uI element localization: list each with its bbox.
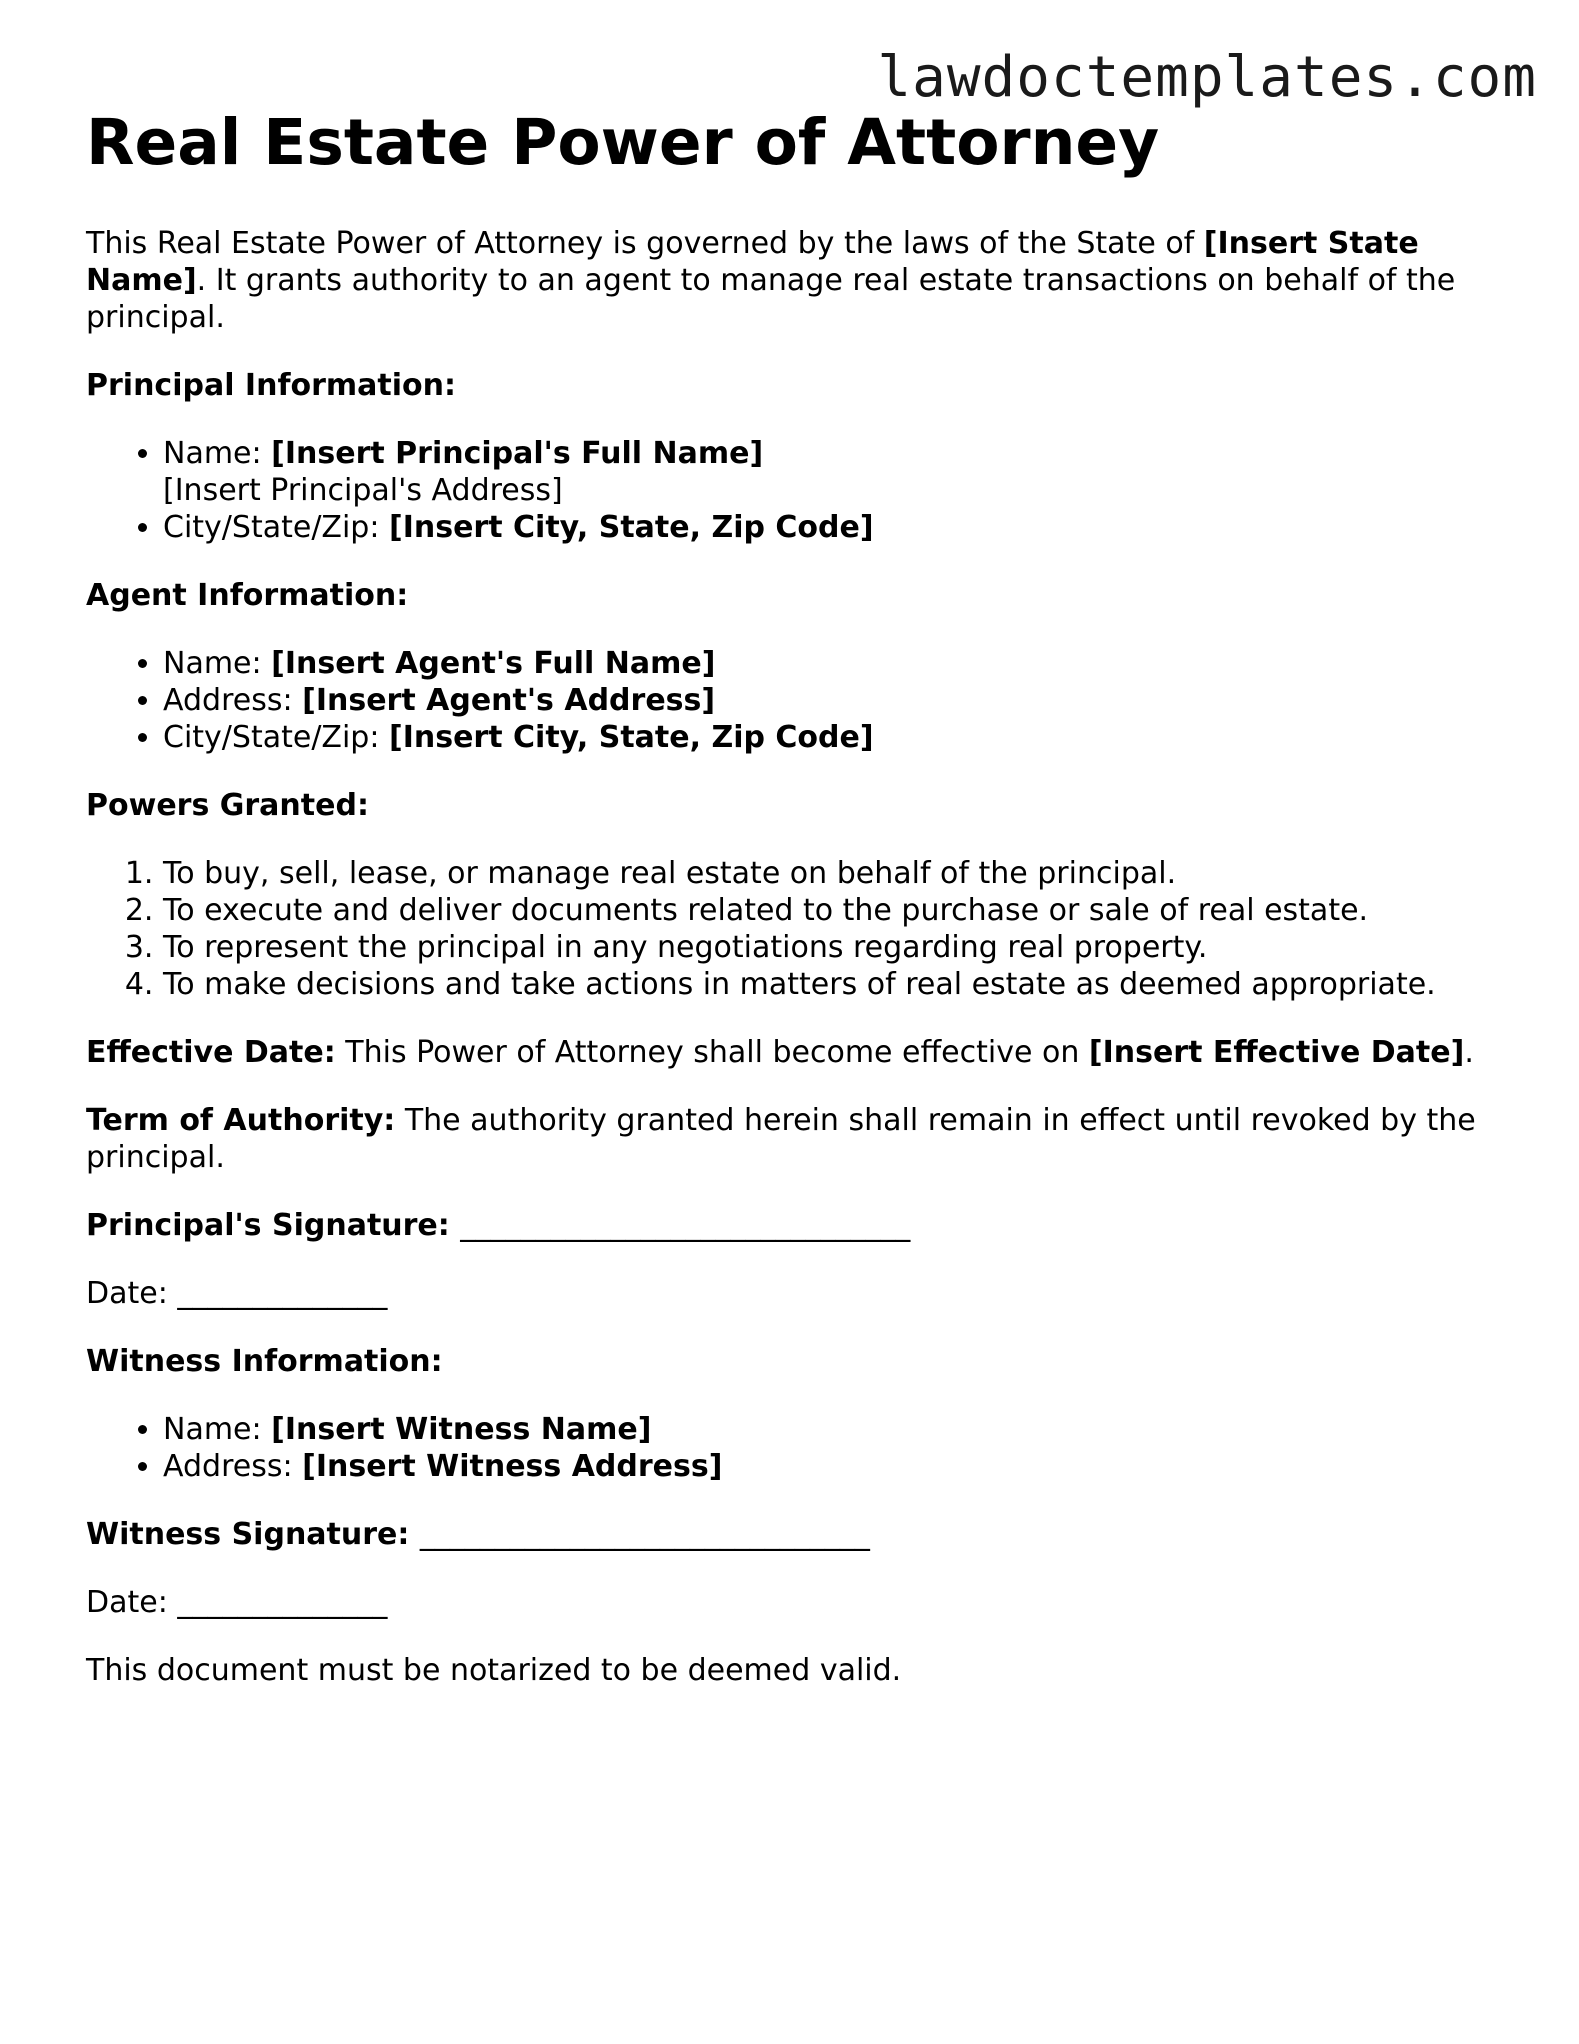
agent-address-item: [163, 682, 1486, 719]
agent-city-item: [163, 719, 1486, 756]
powers-granted-list: [86, 855, 1486, 1003]
power-item: 2. To execute and deliver documents related to the purchase or sale of real estate.: [163, 892, 1486, 929]
principal-date-line: [86, 1275, 1486, 1312]
witness-name-placeholder: [Insert Witness Name]: [271, 1411, 652, 1447]
effective-date-paragraph: [86, 1034, 1486, 1071]
principal-date-blank: ______________: [177, 1275, 388, 1311]
principal-name-placeholder: [Insert Principal's Full Name]: [271, 435, 764, 471]
principal-address-placeholder: [Insert Principal's Address]: [163, 472, 563, 508]
principal-info-heading: Principal Information:: [86, 367, 457, 403]
agent-city-label: City/State/Zip:: [163, 719, 389, 755]
intro-text-before: This Real Estate Power of Attorney is governed by the laws of the State of: [86, 225, 1204, 261]
principal-signature-label: Principal's Signature:: [86, 1207, 461, 1243]
principal-signature-blank: ______________________________: [460, 1207, 911, 1243]
agent-city-placeholder: [Insert City, State, Zip Code]: [389, 719, 874, 755]
witness-address-label: Address:: [163, 1448, 303, 1484]
principal-date-label: Date:: [86, 1275, 178, 1311]
agent-name-item: [163, 645, 1486, 682]
principal-info-list: [86, 435, 1486, 546]
principal-signature-line: [86, 1207, 1486, 1244]
notary-note: This document must be notarized to be deemed valid.: [86, 1652, 902, 1688]
principal-name-label: Name:: [163, 435, 272, 471]
document-title: Real Estate Power of Attorney: [86, 106, 1160, 179]
power-item: 3. To represent the principal in any negotiations regarding real property.: [163, 929, 1486, 966]
effective-date-placeholder: [Insert Effective Date]: [1088, 1034, 1465, 1070]
principal-city-placeholder: [Insert City, State, Zip Code]: [389, 509, 874, 545]
power-item: 1. To buy, sell, lease, or manage real estate on behalf of the principal.: [163, 855, 1486, 892]
witness-signature-line: [86, 1516, 1486, 1553]
witness-address-placeholder: [Insert Witness Address]: [302, 1448, 723, 1484]
agent-name-label: Name:: [163, 645, 272, 681]
effective-date-text: This Power of Attorney shall become effective on: [335, 1034, 1089, 1070]
effective-date-label: Effective Date:: [86, 1034, 336, 1070]
term-of-authority-paragraph: [86, 1102, 1486, 1176]
agent-address-label: Address:: [163, 682, 303, 718]
agent-address-placeholder: [Insert Agent's Address]: [302, 682, 716, 718]
effective-date-end: .: [1464, 1034, 1474, 1070]
principal-city-label: City/State/Zip:: [163, 509, 389, 545]
witness-signature-label: Witness Signature:: [86, 1516, 420, 1552]
powers-granted-heading: Powers Granted:: [86, 787, 369, 823]
witness-date-line: [86, 1584, 1486, 1621]
witness-info-list: [86, 1411, 1486, 1485]
power-item: 4. To make decisions and take actions in matters of real estate as deemed appropriate.: [163, 966, 1486, 1003]
term-of-authority-text: The authority granted herein shall remain in effect until revoked by the principal.: [86, 1102, 1476, 1175]
intro-paragraph: [86, 225, 1486, 336]
agent-info-heading: Agent Information:: [86, 577, 409, 613]
principal-name-item: [163, 435, 1486, 509]
watermark-logo: lawdoctemplates.com: [877, 45, 1537, 110]
witness-date-blank: ______________: [177, 1584, 388, 1620]
intro-text-after: . It grants authority to an agent to manage real estate transactions on behalf of the principal.: [86, 262, 1456, 335]
state-name-placeholder: [Insert State Name]: [86, 225, 1419, 298]
witness-name-label: Name:: [163, 1411, 272, 1447]
term-of-authority-label: Term of Authority:: [86, 1102, 396, 1138]
witness-signature-blank: ______________________________: [419, 1516, 870, 1552]
principal-city-item: [163, 509, 1486, 546]
agent-info-list: [86, 645, 1486, 756]
witness-name-item: [163, 1411, 1486, 1448]
agent-name-placeholder: [Insert Agent's Full Name]: [271, 645, 716, 681]
witness-date-label: Date:: [86, 1584, 178, 1620]
witness-address-item: [163, 1448, 1486, 1485]
document-page: [86, 104, 1486, 1689]
witness-info-heading: Witness Information:: [86, 1343, 443, 1379]
